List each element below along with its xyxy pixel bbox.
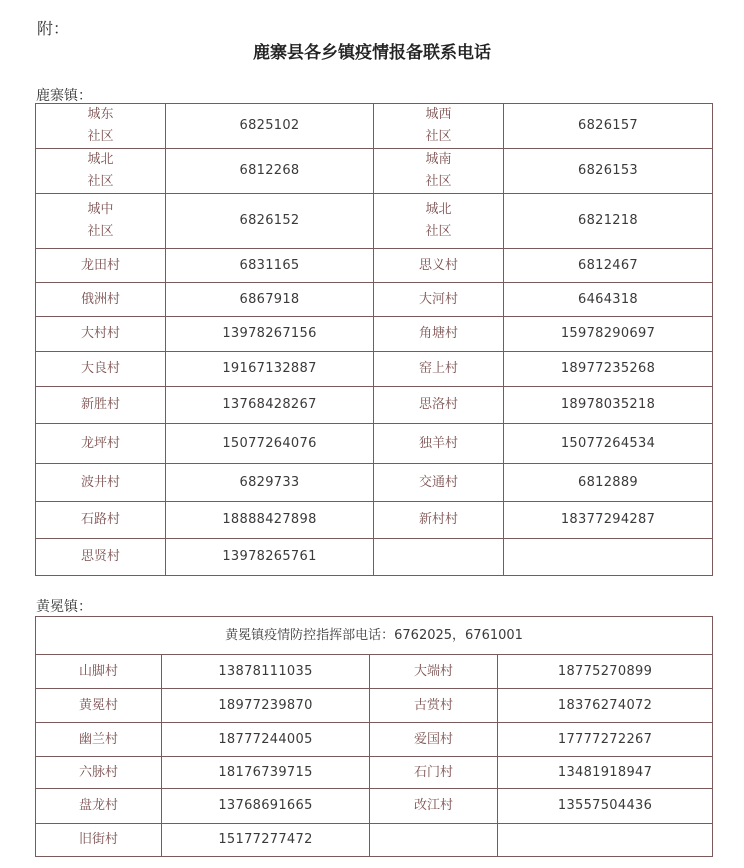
phone-number: 6812467 xyxy=(504,249,713,283)
table-row xyxy=(36,249,713,283)
village-name: 六脉村 xyxy=(36,757,162,789)
phone-number: 6812268 xyxy=(166,149,374,194)
village-name: 城南 社区 xyxy=(374,149,504,194)
hq-phone-banner: 黄冕镇疫情防控指挥部电话：6762025，6761001 xyxy=(36,617,713,655)
section-label-luzhai: 鹿寨镇： xyxy=(36,88,92,104)
table-row xyxy=(36,539,713,576)
phone-number: 6825102 xyxy=(166,104,374,149)
phone-number: 6821218 xyxy=(504,194,713,249)
table-row xyxy=(36,689,713,723)
village-name: 幽兰村 xyxy=(36,723,162,757)
phone-number: 6464318 xyxy=(504,283,713,317)
phone-number: 18377294287 xyxy=(504,502,713,539)
table-row xyxy=(36,149,713,194)
table-row xyxy=(36,104,713,149)
village-name: 大良村 xyxy=(36,352,166,387)
village-name: 山脚村 xyxy=(36,655,162,689)
village-name: 爱国村 xyxy=(370,723,498,757)
phone-number: 18977239870 xyxy=(162,689,370,723)
village-name: 波井村 xyxy=(36,464,166,502)
village-name: 思义村 xyxy=(374,249,504,283)
village-name: 俄洲村 xyxy=(36,283,166,317)
phone-number: 13978265761 xyxy=(166,539,374,576)
village-name: 城东 社区 xyxy=(36,104,166,149)
village-name: 交通村 xyxy=(374,464,504,502)
village-name: 角塘村 xyxy=(374,317,504,352)
village-name: 窑上村 xyxy=(374,352,504,387)
table-row xyxy=(36,655,713,689)
phone-number: 13768691665 xyxy=(162,789,370,824)
phone-number: 15077264076 xyxy=(166,424,374,464)
phone-number: 13481918947 xyxy=(498,757,713,789)
village-name xyxy=(370,824,498,857)
table-row xyxy=(36,723,713,757)
attachment-prefix: 附： xyxy=(37,19,70,38)
phone-number xyxy=(498,824,713,857)
phone-number: 13978267156 xyxy=(166,317,374,352)
table-row xyxy=(36,424,713,464)
huangmian-contact-table xyxy=(35,616,713,857)
phone-number: 18888427898 xyxy=(166,502,374,539)
luzhai-contact-table xyxy=(35,103,713,576)
village-name: 新胜村 xyxy=(36,387,166,424)
phone-number: 13768428267 xyxy=(166,387,374,424)
village-name: 城中 社区 xyxy=(36,194,166,249)
village-name: 思洛村 xyxy=(374,387,504,424)
village-name xyxy=(374,539,504,576)
village-name: 黄冕村 xyxy=(36,689,162,723)
table-row xyxy=(36,757,713,789)
phone-number: 15978290697 xyxy=(504,317,713,352)
phone-number: 6826152 xyxy=(166,194,374,249)
phone-number: 19167132887 xyxy=(166,352,374,387)
village-name: 旧街村 xyxy=(36,824,162,857)
table-row xyxy=(36,387,713,424)
table-row xyxy=(36,789,713,824)
phone-number: 15177277472 xyxy=(162,824,370,857)
village-name: 城北 社区 xyxy=(36,149,166,194)
village-name: 新村村 xyxy=(374,502,504,539)
phone-number: 15077264534 xyxy=(504,424,713,464)
section-label-huangmian: 黄冕镇： xyxy=(36,599,92,615)
village-name: 城西 社区 xyxy=(374,104,504,149)
phone-number: 18176739715 xyxy=(162,757,370,789)
village-name: 龙坪村 xyxy=(36,424,166,464)
phone-number: 6826153 xyxy=(504,149,713,194)
document-title: 鹿寨县各乡镇疫情报备联系电话 xyxy=(253,43,491,63)
village-name: 大村村 xyxy=(36,317,166,352)
phone-number: 13878111035 xyxy=(162,655,370,689)
phone-number: 17777272267 xyxy=(498,723,713,757)
phone-number: 18376274072 xyxy=(498,689,713,723)
village-name: 大端村 xyxy=(370,655,498,689)
table-row xyxy=(36,502,713,539)
phone-number: 18775270899 xyxy=(498,655,713,689)
village-name: 古赏村 xyxy=(370,689,498,723)
village-name: 石门村 xyxy=(370,757,498,789)
table-row xyxy=(36,352,713,387)
village-name: 城北 社区 xyxy=(374,194,504,249)
village-name: 大河村 xyxy=(374,283,504,317)
phone-number: 6831165 xyxy=(166,249,374,283)
phone-number: 6867918 xyxy=(166,283,374,317)
village-name: 独羊村 xyxy=(374,424,504,464)
table-row xyxy=(36,824,713,857)
phone-number: 6826157 xyxy=(504,104,713,149)
phone-number xyxy=(504,539,713,576)
village-name: 思贤村 xyxy=(36,539,166,576)
table-row xyxy=(36,464,713,502)
phone-number: 18977235268 xyxy=(504,352,713,387)
village-name: 龙田村 xyxy=(36,249,166,283)
village-name: 石路村 xyxy=(36,502,166,539)
phone-number: 6829733 xyxy=(166,464,374,502)
phone-number: 18777244005 xyxy=(162,723,370,757)
table-row xyxy=(36,194,713,249)
phone-number: 6812889 xyxy=(504,464,713,502)
village-name: 盘龙村 xyxy=(36,789,162,824)
phone-number: 18978035218 xyxy=(504,387,713,424)
phone-number: 13557504436 xyxy=(498,789,713,824)
table-row xyxy=(36,283,713,317)
village-name: 改江村 xyxy=(370,789,498,824)
table-row xyxy=(36,317,713,352)
